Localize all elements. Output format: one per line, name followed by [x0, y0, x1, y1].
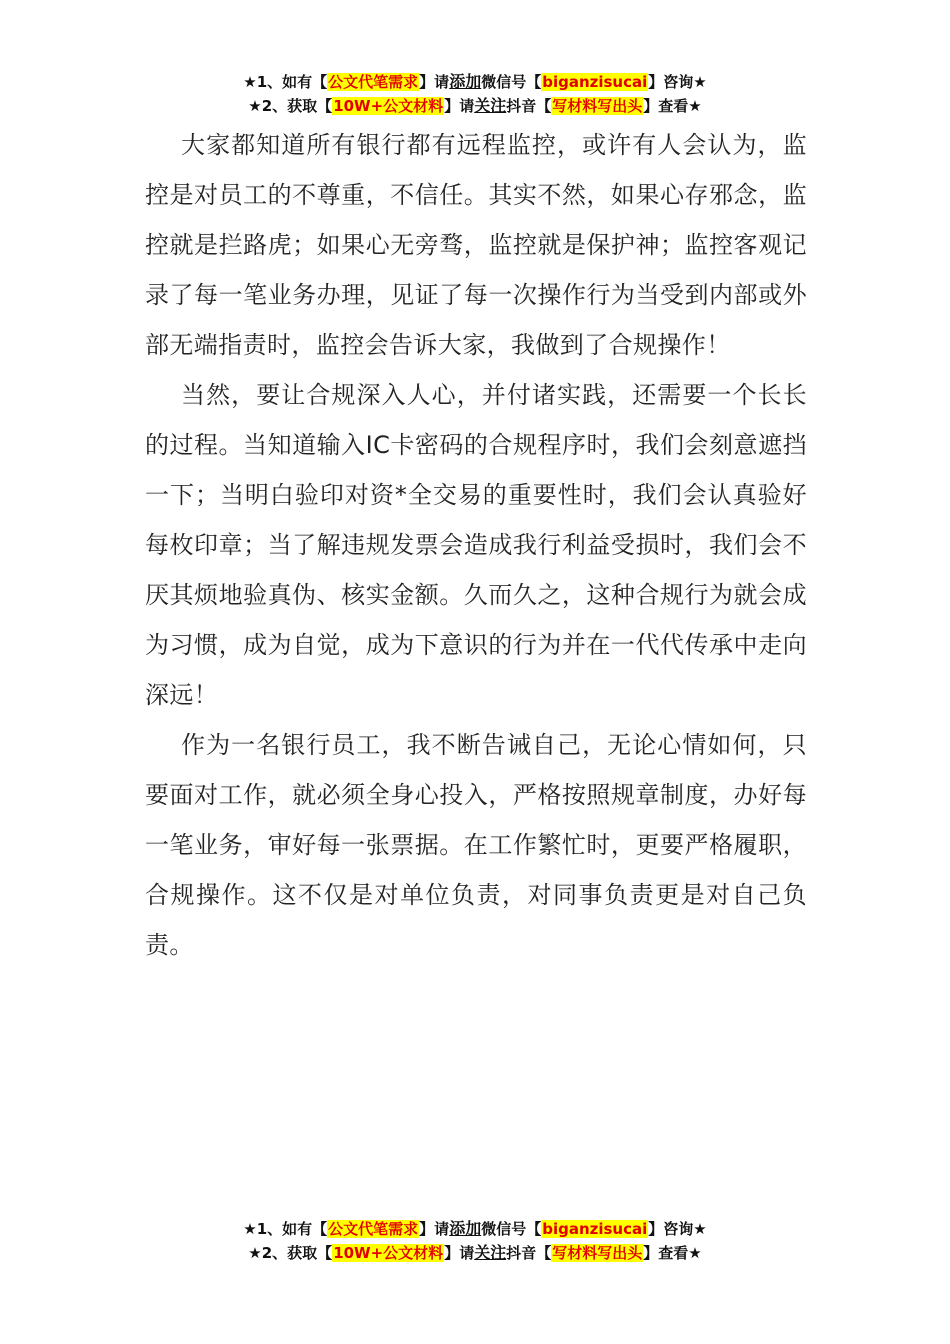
banner-text: 】查看★	[643, 97, 702, 115]
highlight-service: 公文代笔需求	[328, 73, 419, 91]
highlight-wechat-id: biganzisucai	[542, 1220, 648, 1238]
banner-text: 抖音【	[506, 97, 552, 115]
paragraph-compliance-habit: 当然，要让合规深入人心，并付诸实践，还需要一个长长的过程。当知道输入IC卡密码的合规程序时，我们会刻意遮挡一下；当明白验印对资*全交易的重要性时，我们会认真验好每枚印章；当了解违规发票会造成我行利益受损时，我们会不厌其烦地验真伪、核实金额。久而久之，这种合规行为就会成为习惯，成为自觉，成为下意识的行为并在一代代传承中走向深远！	[145, 381, 807, 709]
paragraph-monitoring: 大家都知道所有银行都有远程监控，或许有人会认为，监控是对员工的不尊重，不信任。其实不然，如果心存邪念，监控就是拦路虎；如果心无旁骛，监控就是保护神；监控客观记录了每一笔业务办理，见证了每一次操作行为当受到内部或外部无端指责时，监控会告诉大家，我做到了合规操作！	[145, 131, 807, 359]
banner-line-1	[0, 70, 950, 94]
highlight-wechat-id: biganzisucai	[542, 73, 648, 91]
banner-text: 】查看★	[643, 1244, 702, 1262]
banner-text: 微信号【	[481, 73, 542, 91]
highlight-materials: 10W+公文材料	[333, 97, 444, 115]
banner-text: ★1、如有【	[243, 73, 328, 91]
banner-line-1	[0, 1217, 950, 1241]
underlined-text: 添加	[449, 72, 482, 91]
paragraph-self-discipline: 作为一名银行员工，我不断告诫自己，无论心情如何，只要面对工作，就必须全身心投入，严格按照规章制度，办好每一笔业务，审好每一张票据。在工作繁忙时，更要严格履职，合规操作。这不仅是对单位负责，对同事负责更是对自己负责。	[145, 731, 807, 959]
underlined-text: 关注	[474, 96, 507, 115]
banner-line-2	[0, 94, 950, 118]
banner-text: ★2、获取【	[248, 1244, 333, 1262]
banner-text: 】请	[419, 1220, 450, 1238]
footer-banner	[0, 1217, 950, 1265]
article-body	[145, 120, 807, 970]
banner-text: ★1、如有【	[243, 1220, 328, 1238]
banner-text: 微信号【	[481, 1220, 542, 1238]
banner-text: 】咨询★	[648, 73, 707, 91]
highlight-service: 公文代笔需求	[328, 1220, 419, 1238]
header-banner	[0, 70, 950, 118]
underlined-text: 添加	[449, 1219, 482, 1238]
underlined-text: 关注	[474, 1243, 507, 1262]
highlight-douyin-account: 写材料写出头	[552, 1244, 643, 1262]
banner-line-2	[0, 1241, 950, 1265]
banner-text: 抖音【	[506, 1244, 552, 1262]
banner-text: ★2、获取【	[248, 97, 333, 115]
banner-text: 】请	[444, 1244, 475, 1262]
banner-text: 】咨询★	[648, 1220, 707, 1238]
highlight-materials: 10W+公文材料	[333, 1244, 444, 1262]
banner-text: 】请	[419, 73, 450, 91]
banner-text: 】请	[444, 97, 475, 115]
highlight-douyin-account: 写材料写出头	[552, 97, 643, 115]
